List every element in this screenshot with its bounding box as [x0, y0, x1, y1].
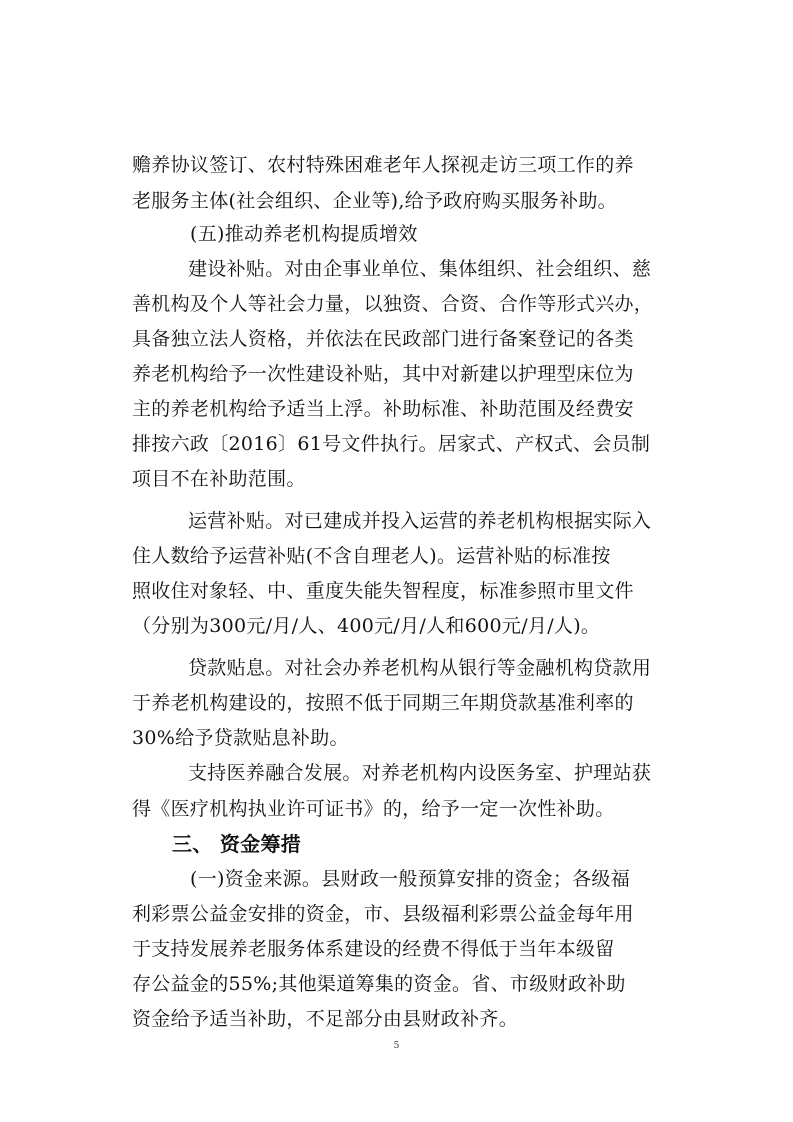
paragraph-line: 老服务主体(社会组织、企业等),给予政府购买服务补助。 [132, 190, 617, 212]
paragraph-line: 30%给予贷款贴息补助。 [132, 727, 349, 749]
paragraph-line: 运营补贴。对已建成并投入运营的养老机构根据实际入 [188, 510, 652, 532]
paragraph-line: 于养老机构建设的，按照不低于同期三年期贷款基准利率的 [132, 692, 634, 714]
paragraph-line: 得《医疗机构执业许可证书》的，给予一定一次性补助。 [132, 798, 615, 820]
section-heading: 三、 资金筹措 [172, 832, 302, 856]
paragraph-line: 于支持发展养老服务体系建设的经费不得低于当年本级留 [132, 938, 615, 960]
paragraph-line: 住人数给予运营补贴(不含自理老人)。运营补贴的标准按 [132, 545, 611, 567]
page-number: 5 [393, 1041, 400, 1051]
paragraph-line: 存公益金的55%;其他渠道筹集的资金。省、市级财政补助 [132, 973, 626, 995]
paragraph-line: 利彩票公益金安排的资金，市、县级福利彩票公益金每年用 [132, 903, 634, 925]
paragraph-line: 主的养老机构给予适当上浮。补助标准、补助范围及经费安 [132, 398, 634, 420]
paragraph-line: 善机构及个人等社会力量，以独资、合资、合作等形式兴办， [132, 293, 654, 315]
paragraph-line: 赡养协议签订、农村特殊困难老年人探视走访三项工作的养 [132, 154, 634, 176]
paragraph-line: 资金给予适当补助，不足部分由县财政补齐。 [132, 1008, 519, 1030]
paragraph-line: 建设补贴。对由企事业单位、集体组织、社会组织、慈 [188, 258, 652, 280]
paragraph-line: 排按六政〔2016〕61号文件执行。居家式、产权式、会员制 [132, 433, 651, 455]
paragraph-line: 项目不在补助范围。 [132, 468, 306, 490]
paragraph-line: 具备独立法人资格，并依法在民政部门进行备案登记的各类 [132, 328, 634, 350]
paragraph-line: （分别为300元/月/人、400元/月/人和600元/月/人)。 [132, 615, 601, 637]
paragraph-line: (一)资金来源。县财政一般预算安排的资金；各级福 [190, 868, 631, 890]
paragraph-line: 支持医养融合发展。对养老机构内设医务室、护理站获 [188, 762, 652, 784]
paragraph-line: 贷款贴息。对社会办养老机构从银行等金融机构贷款用 [188, 657, 652, 679]
paragraph-line: 照收住对象轻、中、重度失能失智程度，标准参照市里文件 [132, 580, 634, 602]
paragraph-line: 养老机构给予一次性建设补贴，其中对新建以护理型床位为 [132, 363, 634, 385]
section-subheading: (五)推动养老机构提质增效 [190, 223, 418, 245]
